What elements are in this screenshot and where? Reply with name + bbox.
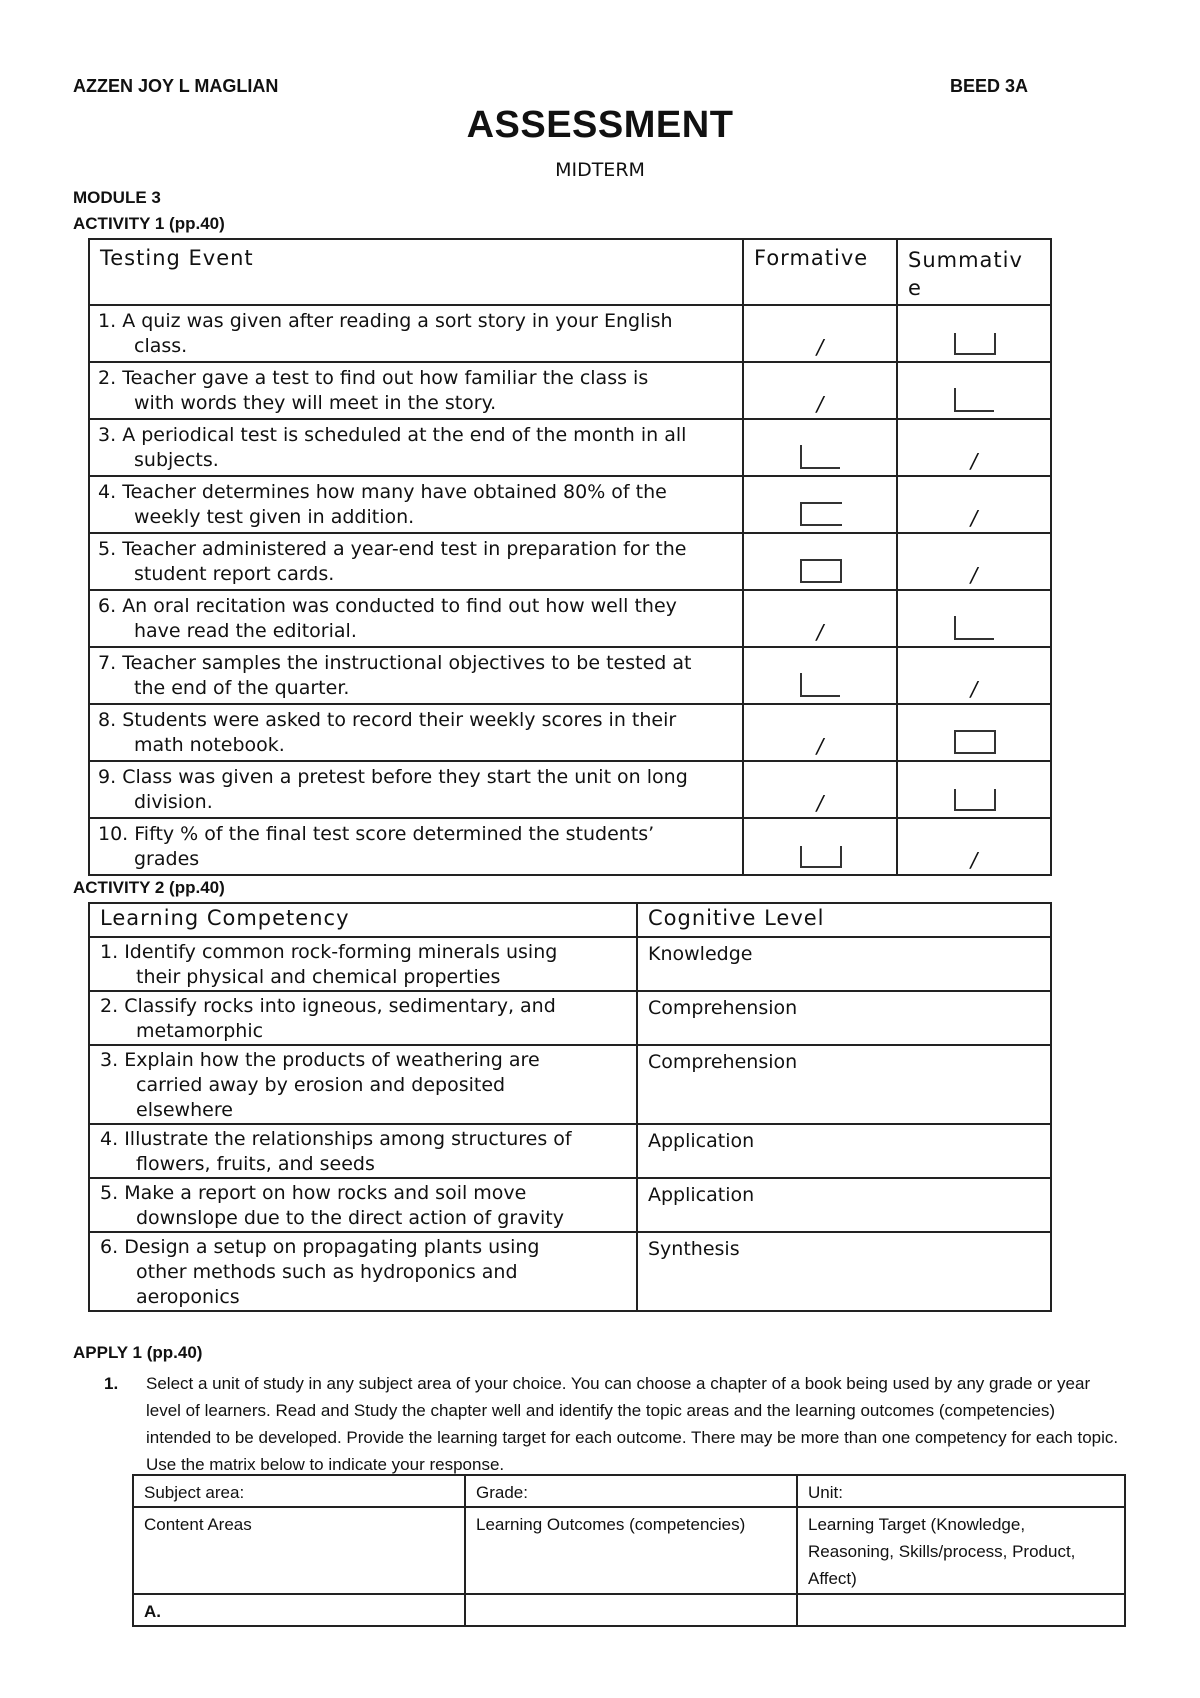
cognitive-level-cell: Application xyxy=(637,1124,1051,1178)
competency-cell xyxy=(89,937,637,991)
question-continuation: class. xyxy=(134,335,188,357)
competency-cell xyxy=(89,1124,637,1178)
competency-line xyxy=(100,1235,628,1260)
activity1-row xyxy=(89,533,1051,590)
question-text: Class was given a pretest before they start the unit on long xyxy=(122,766,688,788)
formative-cell xyxy=(743,818,897,875)
activity2-table xyxy=(88,902,1052,1312)
check-mark: / xyxy=(816,734,824,758)
matrix-grade: Grade: xyxy=(465,1475,797,1507)
question-number: 8. xyxy=(98,709,117,731)
summative-cell xyxy=(897,818,1051,875)
competency-text: Identify common rock-forming minerals using xyxy=(124,941,558,963)
answer-box-icon xyxy=(800,673,840,697)
formative-cell xyxy=(743,476,897,533)
question-line xyxy=(98,651,736,676)
question-text: Teacher gave a test to find out how familiar the class is xyxy=(122,367,649,389)
competency-number: 2. xyxy=(100,995,119,1017)
question-text: Fifty % of the final test score determined the students’ xyxy=(134,823,655,845)
competency-continuation: their physical and chemical properties xyxy=(136,966,501,988)
answer-box-icon xyxy=(954,333,996,355)
check-mark: / xyxy=(816,791,824,815)
competency-text: Illustrate the relationships among structures of xyxy=(124,1128,572,1150)
matrix-learning-target: Learning Target (Knowledge, Reasoning, Skills/process, Product, Affect) xyxy=(797,1507,1125,1594)
testing-event-cell xyxy=(89,818,743,875)
activity2-row xyxy=(89,1232,1051,1311)
activity2-row xyxy=(89,1045,1051,1124)
testing-event-cell xyxy=(89,533,743,590)
question-text: Teacher determines how many have obtained 80% of the xyxy=(122,481,667,503)
question-text: Students were asked to record their weekly scores in their xyxy=(122,709,677,731)
formative-cell xyxy=(743,533,897,590)
competency-continuation: downslope due to the direct action of gravity xyxy=(136,1207,564,1229)
question-continuation: student report cards. xyxy=(134,563,335,585)
question-line xyxy=(98,765,736,790)
testing-event-cell xyxy=(89,476,743,533)
competency-cell xyxy=(89,1232,637,1311)
answer-box-icon xyxy=(800,445,840,469)
activity1-row xyxy=(89,362,1051,419)
cognitive-level-cell: Synthesis xyxy=(637,1232,1051,1311)
question-text: A quiz was given after reading a sort story in your English xyxy=(122,310,673,332)
formative-cell xyxy=(743,305,897,362)
formative-cell xyxy=(743,704,897,761)
summative-cell xyxy=(897,704,1051,761)
apply1-instructions xyxy=(104,1370,1124,1478)
activity1-row xyxy=(89,419,1051,476)
student-name: AZZEN JOY L MAGLIAN xyxy=(73,76,279,96)
competency-line xyxy=(100,1127,628,1152)
col-summative xyxy=(897,239,1051,305)
check-mark: / xyxy=(816,335,824,359)
formative-cell xyxy=(743,647,897,704)
competency-line xyxy=(100,940,628,965)
apply1-matrix xyxy=(132,1474,1126,1627)
competency-cell xyxy=(89,991,637,1045)
formative-cell xyxy=(743,419,897,476)
answer-box-icon xyxy=(800,502,842,526)
question-number: 2. xyxy=(98,367,117,389)
cognitive-level-cell: Application xyxy=(637,1178,1051,1232)
question-continuation: division. xyxy=(134,791,213,813)
page-subtitle: MIDTERM xyxy=(555,159,645,181)
activity2-row xyxy=(89,937,1051,991)
testing-event-cell xyxy=(89,761,743,818)
competency-cell xyxy=(89,1045,637,1124)
competency-number: 1. xyxy=(100,941,119,963)
competency-number: 4. xyxy=(100,1128,119,1150)
col-summative-label: Summativ e xyxy=(908,248,1023,300)
activity1-table xyxy=(88,238,1052,876)
answer-box-icon xyxy=(954,616,994,640)
competency-continuation: other methods such as hydroponics and xyxy=(136,1261,518,1283)
formative-cell xyxy=(743,362,897,419)
col-testing-event: Testing Event xyxy=(89,239,743,305)
question-line xyxy=(98,537,736,562)
summative-cell xyxy=(897,590,1051,647)
question-text: An oral recitation was conducted to find out how well they xyxy=(122,595,677,617)
formative-cell xyxy=(743,590,897,647)
activity2-header-row xyxy=(89,903,1051,937)
question-line xyxy=(98,423,736,448)
competency-text: Classify rocks into igneous, sedimentary, and xyxy=(124,995,556,1017)
summative-cell xyxy=(897,647,1051,704)
matrix-unit: Unit: xyxy=(797,1475,1125,1507)
activity1-row xyxy=(89,476,1051,533)
question-number: 9. xyxy=(98,766,117,788)
activity1-row xyxy=(89,818,1051,875)
question-number: 5. xyxy=(98,538,117,560)
competency-number: 3. xyxy=(100,1049,119,1071)
question-continuation: weekly test given in addition. xyxy=(134,506,415,528)
activity1-header-row xyxy=(89,239,1051,305)
check-mark: / xyxy=(970,506,978,530)
competency-continuation: flowers, fruits, and seeds xyxy=(136,1153,375,1175)
summative-cell xyxy=(897,476,1051,533)
activity1-row xyxy=(89,647,1051,704)
competency-line xyxy=(100,994,628,1019)
matrix-content-areas: Content Areas xyxy=(133,1507,465,1594)
matrix-cell-empty xyxy=(465,1594,797,1626)
activity1-label: ACTIVITY 1 (pp.40) xyxy=(73,214,225,233)
question-continuation: the end of the quarter. xyxy=(134,677,350,699)
check-mark: / xyxy=(816,392,824,416)
check-mark: / xyxy=(970,563,978,587)
cognitive-level-cell: Comprehension xyxy=(637,1045,1051,1124)
activity2-row xyxy=(89,991,1051,1045)
col-learning-competency: Learning Competency xyxy=(89,903,637,937)
activity1-row xyxy=(89,590,1051,647)
matrix-row-headers xyxy=(133,1507,1125,1594)
matrix-subject-area: Subject area: xyxy=(133,1475,465,1507)
summative-cell xyxy=(897,362,1051,419)
matrix-learning-outcomes: Learning Outcomes (competencies) xyxy=(465,1507,797,1594)
matrix-row-a xyxy=(133,1594,1125,1626)
question-number: 6. xyxy=(98,595,117,617)
question-number: 1. xyxy=(98,310,117,332)
apply1-label: APPLY 1 (pp.40) xyxy=(73,1343,203,1362)
testing-event-cell xyxy=(89,647,743,704)
testing-event-cell xyxy=(89,590,743,647)
student-class: BEED 3A xyxy=(950,76,1029,96)
answer-box-icon xyxy=(800,559,842,583)
question-text: Teacher administered a year-end test in preparation for the xyxy=(122,538,687,560)
testing-event-cell xyxy=(89,419,743,476)
page-title: ASSESSMENT xyxy=(466,104,734,146)
testing-event-cell xyxy=(89,704,743,761)
col-cognitive-level: Cognitive Level xyxy=(637,903,1051,937)
activity2-row xyxy=(89,1124,1051,1178)
competency-text: Make a report on how rocks and soil move xyxy=(124,1182,527,1204)
testing-event-cell xyxy=(89,305,743,362)
apply1-item-number: 1. xyxy=(104,1374,119,1393)
question-continuation: math notebook. xyxy=(134,734,285,756)
cognitive-level-cell: Knowledge xyxy=(637,937,1051,991)
question-continuation: grades xyxy=(134,848,200,870)
question-line xyxy=(98,309,736,334)
competency-continuation: metamorphic xyxy=(136,1020,264,1042)
activity2-label: ACTIVITY 2 (pp.40) xyxy=(73,878,225,897)
question-number: 3. xyxy=(98,424,117,446)
question-number: 4. xyxy=(98,481,117,503)
matrix-row-info xyxy=(133,1475,1125,1507)
competency-continuation: elsewhere xyxy=(136,1099,233,1121)
activity1-row xyxy=(89,305,1051,362)
check-mark: / xyxy=(970,848,978,872)
answer-box-icon xyxy=(800,846,842,868)
answer-box-icon xyxy=(954,730,996,754)
competency-continuation: carried away by erosion and deposited xyxy=(136,1074,506,1096)
question-continuation: have read the editorial. xyxy=(134,620,357,642)
competency-text: Explain how the products of weathering are xyxy=(124,1049,540,1071)
check-mark: / xyxy=(970,449,978,473)
question-number: 10. xyxy=(98,823,129,845)
competency-number: 5. xyxy=(100,1182,119,1204)
answer-box-icon xyxy=(954,789,996,811)
competency-continuation: aeroponics xyxy=(136,1286,240,1308)
question-line xyxy=(98,708,736,733)
col-formative: Formative xyxy=(743,239,897,305)
summative-cell xyxy=(897,533,1051,590)
question-line xyxy=(98,366,736,391)
module-label: MODULE 3 xyxy=(73,188,161,207)
check-mark: / xyxy=(816,620,824,644)
question-text: A periodical test is scheduled at the end of the month in all xyxy=(122,424,687,446)
question-line xyxy=(98,822,736,847)
competency-line xyxy=(100,1048,628,1073)
summative-cell xyxy=(897,419,1051,476)
competency-line xyxy=(100,1181,628,1206)
competency-text: Design a setup on propagating plants using xyxy=(124,1236,540,1258)
activity2-row xyxy=(89,1178,1051,1232)
summative-cell xyxy=(897,761,1051,818)
competency-number: 6. xyxy=(100,1236,119,1258)
cognitive-level-cell: Comprehension xyxy=(637,991,1051,1045)
question-text: Teacher samples the instructional objectives to be tested at xyxy=(122,652,692,674)
check-mark: / xyxy=(970,677,978,701)
competency-cell xyxy=(89,1178,637,1232)
activity1-row xyxy=(89,704,1051,761)
formative-cell xyxy=(743,761,897,818)
activity1-row xyxy=(89,761,1051,818)
matrix-cell-a: A. xyxy=(133,1594,465,1626)
question-line xyxy=(98,480,736,505)
question-number: 7. xyxy=(98,652,117,674)
matrix-cell-empty xyxy=(797,1594,1125,1626)
apply1-text: Select a unit of study in any subject area of your choice. You can choose a chapter of a book being used by any grade or year level of learners. Read and Study the chapter well and identify the topic areas and the learning outcomes (competencies) intended to be developed. Provide the learning target for each outcome. There may be more than one competency for each topic. Use the matrix below to indicate your response. xyxy=(146,1374,1119,1474)
answer-box-icon xyxy=(954,388,994,412)
question-line xyxy=(98,594,736,619)
testing-event-cell xyxy=(89,362,743,419)
question-continuation: with words they will meet in the story. xyxy=(134,392,497,414)
question-continuation: subjects. xyxy=(134,449,219,471)
summative-cell xyxy=(897,305,1051,362)
